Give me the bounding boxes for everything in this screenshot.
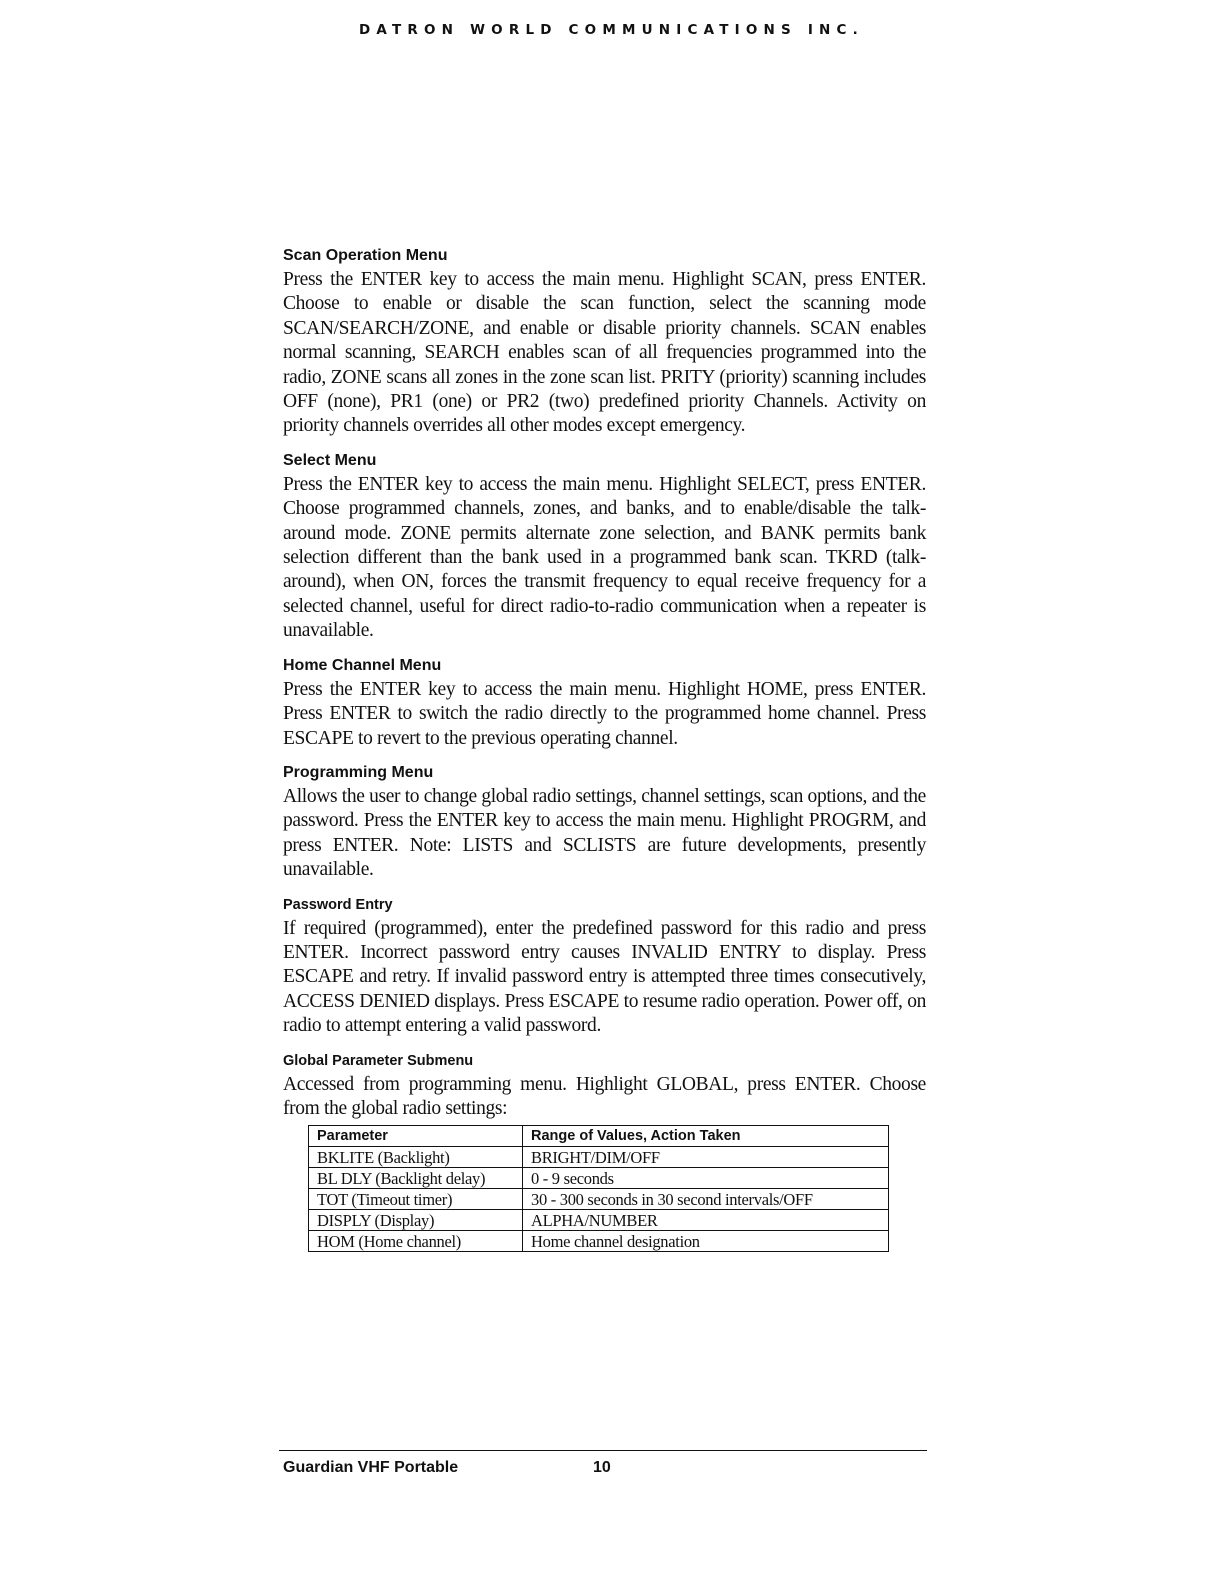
table-cell: 30 - 300 seconds in 30 second intervals/OFF (523, 1189, 889, 1210)
section-heading: Scan Operation Menu (283, 247, 448, 264)
section-heading: Home Channel Menu (283, 656, 442, 674)
table-row (309, 1210, 889, 1231)
section-password-entry (283, 895, 926, 1039)
page-content (283, 246, 926, 1252)
section-heading: Select Menu (283, 451, 377, 469)
table-cell: BL DLY (Backlight delay) (309, 1168, 523, 1189)
footer-title: Guardian VHF Portable (283, 1459, 459, 1476)
section-body: Accessed from programming menu. Highlight GLOBAL, press ENTER. Choose from the global radio settings: (283, 1073, 926, 1119)
table-cell: ALPHA/NUMBER (523, 1210, 889, 1231)
section-heading: Global Parameter Submenu (283, 1052, 474, 1069)
section-body: Press the ENTER key to access the main menu. Highlight SCAN, press ENTER. Choose to enable or disable the scan function, select the scanning mode SCAN/SEARCH/ZONE, and enable or disable priority channels. SCAN enables normal scanning, SEARCH enables scan of all frequencies programmed into the radio, ZONE scans all zones in the zone scan list. PRITY (priority) scanning includes OFF (none), PR1 (one) or PR2 (two) predefined priority Channels. Activity on priority channels overrides all other modes except emergency. (283, 269, 926, 437)
company-header: DATRON WORLD COMMUNICATIONS INC. (359, 22, 864, 38)
table-cell: Home channel designation (523, 1231, 889, 1252)
section-home-channel (283, 656, 926, 751)
section-body: Press the ENTER key to access the main menu. Highlight HOME, press ENTER. Press ENTER to switch the radio directly to the programmed home channel. Press ESCAPE to revert to the previous operating channel. (283, 678, 926, 749)
table-header-row (309, 1126, 889, 1147)
section-body: Press the ENTER key to access the main menu. Highlight SELECT, press ENTER. Choose programmed channels, zones, and banks, and to enable/disable the talk-around mode. ZONE permits alternate zone selection, and BANK permits bank selection different than the bank used in a programmed bank scan. TKRD (talk-around), when ON, forces the transmit frequency to equal receive frequency for a selected channel, useful for direct radio-to-radio communication when a repeater is unavailable. (283, 473, 926, 642)
column-header: Range of Values, Action Taken (523, 1126, 889, 1147)
section-heading: Programming Menu (283, 763, 434, 781)
section-heading: Password Entry (283, 896, 393, 913)
table-row (309, 1168, 889, 1189)
table-cell: TOT (Timeout timer) (309, 1189, 523, 1210)
section-body: Allows the user to change global radio settings, channel settings, scan options, and the password. Press the ENTER key to access the main menu. Highlight PROGRM, and press ENTER. Note: LISTS and SCLISTS are future developments, presently unavailable. (283, 785, 926, 881)
section-programming-menu (283, 763, 926, 883)
table-row (309, 1231, 889, 1252)
section-body: If required (programmed), enter the predefined password for this radio and press ENTER. Incorrect password entry causes INVALID ENTRY to display. Press ESCAPE and retry. If invalid password entry is attempted three times consecutively, ACCESS DENIED displays. Press ESCAPE to resume radio operation. Power off, on radio to attempt entering a valid password. (283, 917, 926, 1037)
page-number: 10 (593, 1459, 611, 1476)
table-cell: BKLITE (Backlight) (309, 1147, 523, 1168)
table-cell: HOM (Home channel) (309, 1231, 523, 1252)
table-cell: DISPLY (Display) (309, 1210, 523, 1231)
footer-divider (279, 1450, 927, 1451)
column-header: Parameter (309, 1126, 523, 1147)
section-scan-operation (283, 246, 926, 439)
section-select-menu (283, 451, 926, 644)
table-cell: 0 - 9 seconds (523, 1168, 889, 1189)
table-cell: BRIGHT/DIM/OFF (523, 1147, 889, 1168)
table-row (309, 1147, 889, 1168)
table-row (309, 1189, 889, 1210)
section-global-parameter (283, 1051, 926, 1122)
global-parameter-table (308, 1125, 889, 1252)
